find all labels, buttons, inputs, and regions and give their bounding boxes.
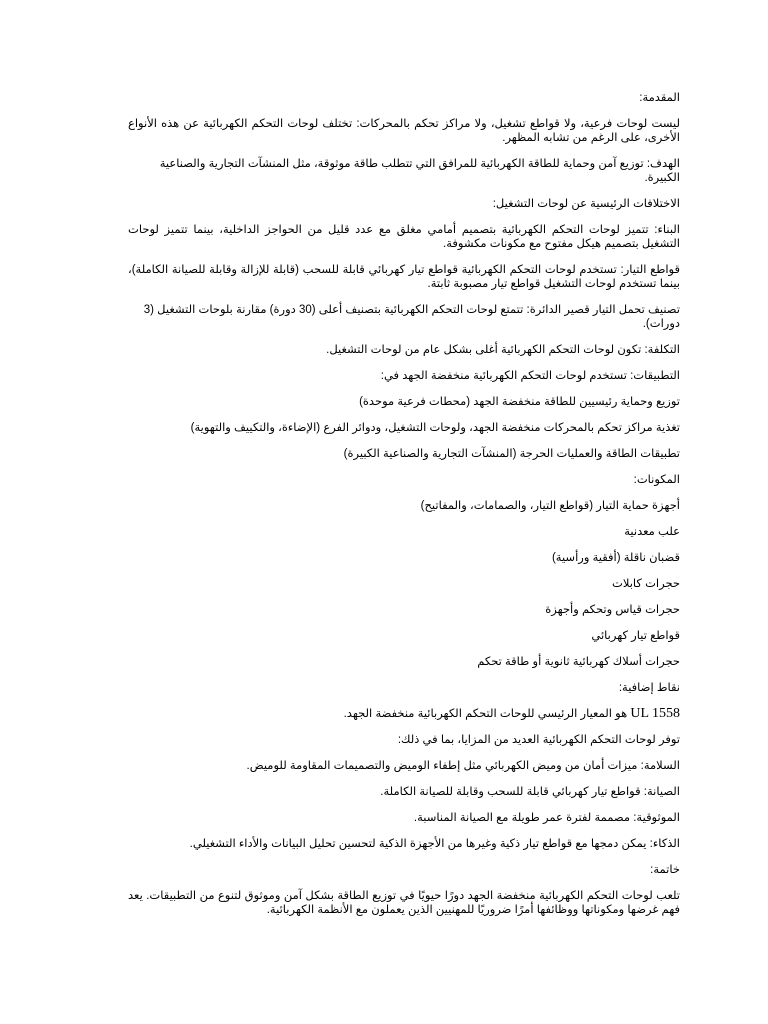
component-item: علب معدنية [624,526,680,538]
component-item: قواطع تيار كهربائي [591,630,680,642]
short-circuit-paragraph: تصنيف تحمل التيار قصير الدائرة: تتمتع لوحات التحكم الكهربائية بتصنيف أعلى (30 دورة) مقارنة بلوحات التشغيل (3 دورات). [143,304,680,330]
component-item: قضبان ناقلة (أفقية ورأسية) [551,552,680,564]
document-body [128,91,680,929]
components-heading: المكونات: [633,474,680,486]
intro-heading: المقدمة: [639,92,680,104]
reliability-paragraph: الموثوقية: مصممة لفترة عمر طويلة مع الصيانة المناسبة. [413,812,680,824]
intro-paragraph: ليست لوحات فرعية، ولا قواطع تشغيل، ولا مراكز تحكم بالمحركات: تختلف لوحات التحكم الكهربائية عن هذه الأنواع الأخرى، على الرغم من تشابه المظهر. [128,118,680,144]
component-item: حجرات كابلات [612,578,680,590]
component-item: حجرات أسلاك كهربائية ثانوية أو طاقة تحكم [477,656,680,668]
conclusion-paragraph: تلعب لوحات التحكم الكهربائية منخفضة الجهد دورًا حيويًا في توزيع الطاقة بشكل آمن وموثوق لتنوع من التطبيقات. يعد فهم غرضها ومكوناتها ووظائفها أمرًا ضروريًا للمهنيين الذين يعملون مع الأنظمة الكهربائية. [128,890,680,916]
ul-standard-text: هو المعيار الرئيسي للوحات التحكم الكهربائية منخفضة الجهد. [343,708,628,720]
ul-standard-paragraph [128,707,680,721]
applications-heading: التطبيقات: تستخدم لوحات التحكم الكهربائية منخفضة الجهد في: [380,370,680,382]
component-item: أجهزة حماية التيار (قواطع التيار، والصمامات، والمفاتيح) [420,500,680,512]
application-item: تغذية مراكز تحكم بالمحركات منخفضة الجهد، ولوحات التشغيل، ودوائر الفرع (الإضاءة، والتكييف والتهوية) [190,422,680,434]
benefits-intro: توفر لوحات التحكم الكهربائية العديد من المزايا، بما في ذلك: [397,734,680,746]
ul-standard-code: UL 1558 [630,706,680,721]
goal-paragraph: الهدف: توزيع آمن وحماية للطاقة الكهربائية للمرافق التي تتطلب طاقة موثوقة، مثل المنشآت التجارية والصناعية الكبيرة. [159,158,680,184]
conclusion-heading: خاتمة: [650,864,680,876]
maintenance-paragraph: الصيانة: قواطع تيار كهربائي قابلة للسحب وقابلة للصيانة الكاملة. [380,786,680,798]
safety-paragraph: السلامة: ميزات أمان من وميض الكهربائي مثل إطفاء الوميض والتصميمات المقاومة للوميض. [246,760,680,772]
intelligence-paragraph: الذكاء: يمكن دمجها مع قواطع تيار ذكية وغيرها من الأجهزة الذكية لتحسين تحليل البيانات والأداء التشغيلي. [189,838,680,850]
application-item: توزيع وحماية رئيسيين للطاقة منخفضة الجهد (محطات فرعية موحدة) [359,396,680,408]
differences-heading: الاختلافات الرئيسية عن لوحات التشغيل: [492,198,680,210]
breakers-paragraph: قواطع التيار: تستخدم لوحات التحكم الكهربائية قواطع تيار كهربائي قابلة للسحب (قابلة للإزالة وقابلة للصيانة الكاملة)، بينما تستخدم لوحات التشغيل قواطع تيار مصبوبة ثابتة. [128,264,680,290]
cost-paragraph: التكلفة: تكون لوحات التحكم الكهربائية أغلى بشكل عام من لوحات التشغيل. [326,344,680,356]
component-item: حجرات قياس وتحكم وأجهزة [545,604,680,616]
construction-paragraph: البناء: تتميز لوحات التحكم الكهربائية بتصميم أمامي مغلق مع عدد قليل من الحواجز الداخلية، بينما تتميز لوحات التشغيل بتصميم هيكل مفتوح مع مكونات مكشوفة. [128,224,680,250]
extra-heading: نقاط إضافية: [618,682,680,694]
application-item: تطبيقات الطاقة والعمليات الحرجة (المنشآت التجارية والصناعية الكبيرة) [343,448,680,460]
